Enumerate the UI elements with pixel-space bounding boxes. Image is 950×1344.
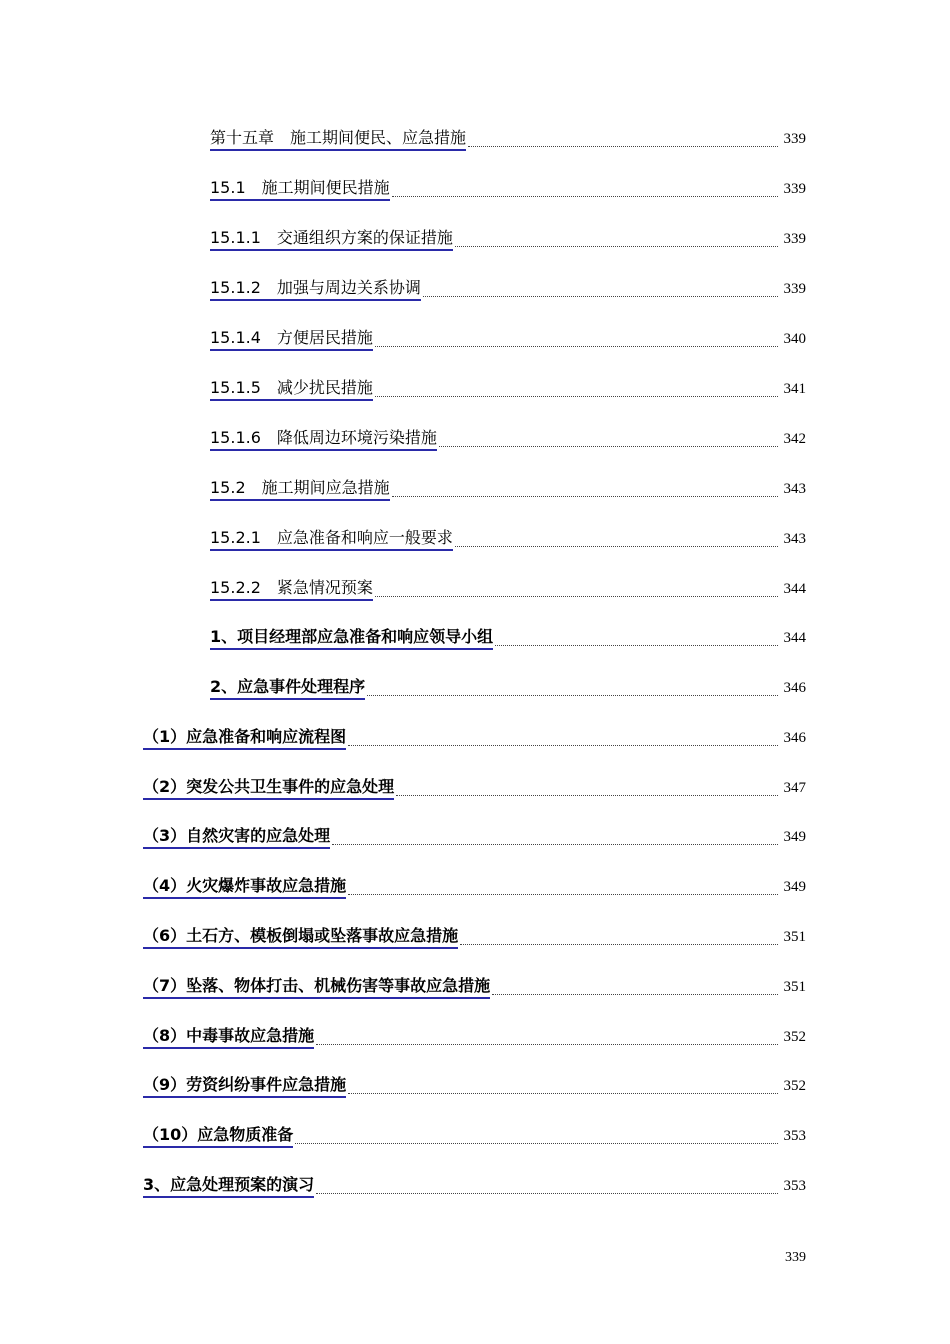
toc-entry-page: 349 — [783, 879, 806, 895]
toc-leader-dots — [392, 495, 778, 497]
toc-leader-dots — [460, 943, 777, 945]
toc-entry[interactable] — [210, 676, 806, 700]
toc-entry-page: 347 — [783, 780, 806, 796]
toc-leader-dots — [468, 145, 777, 147]
page-number: 339 — [785, 1250, 806, 1265]
toc-entry-title[interactable]: （10）应急物质准备 — [143, 1125, 293, 1148]
toc-entry-title[interactable]: （2）突发公共卫生事件的应急处理 — [143, 777, 394, 800]
toc-entry-page: 352 — [783, 1029, 806, 1045]
toc-leader-dots — [455, 545, 778, 547]
toc-entry-title[interactable]: 15.1.4 方便居民措施 — [210, 328, 373, 351]
toc-entry-page: 352 — [783, 1078, 806, 1094]
toc-entry-page: 340 — [783, 331, 806, 347]
toc-leader-dots — [348, 1092, 777, 1094]
toc-entry[interactable] — [143, 726, 806, 750]
toc-entry-page: 346 — [783, 680, 806, 696]
toc-leader-dots — [348, 893, 777, 895]
toc-entry[interactable] — [210, 277, 806, 301]
toc-entry-page: 351 — [783, 979, 806, 995]
toc-entry-title[interactable]: 3、应急处理预案的演习 — [143, 1175, 314, 1198]
toc-entry-title[interactable]: 15.1 施工期间便民措施 — [210, 178, 390, 201]
toc-entry[interactable] — [143, 1174, 806, 1198]
toc-entry[interactable] — [210, 227, 806, 251]
toc-entry[interactable] — [143, 975, 806, 999]
toc-entry-title[interactable]: 15.2 施工期间应急措施 — [210, 478, 390, 501]
toc-entry-page: 343 — [783, 531, 806, 547]
toc-leader-dots — [455, 245, 778, 247]
toc-entry-page: 339 — [783, 231, 806, 247]
toc-entry-title[interactable]: 15.2.1 应急准备和响应一般要求 — [210, 528, 453, 551]
toc-entry[interactable] — [143, 925, 806, 949]
toc-entry-title[interactable]: 2、应急事件处理程序 — [210, 677, 365, 700]
toc-entry-title[interactable]: 第十五章 施工期间便民、应急措施 — [210, 128, 466, 151]
toc-entry-page: 344 — [783, 581, 806, 597]
toc-entry[interactable] — [210, 377, 806, 401]
toc-leader-dots — [439, 445, 778, 447]
toc-entry-page: 343 — [783, 481, 806, 497]
toc-entry[interactable] — [210, 477, 806, 501]
toc-entry-title[interactable]: 15.1.1 交通组织方案的保证措施 — [210, 228, 453, 251]
toc-leader-dots — [375, 395, 778, 397]
toc-entry[interactable] — [143, 875, 806, 899]
toc-entry[interactable] — [210, 327, 806, 351]
toc-entry[interactable] — [210, 626, 806, 650]
toc-entry[interactable] — [143, 825, 806, 849]
toc-entry[interactable] — [210, 177, 806, 201]
toc-entry-title[interactable]: （9）劳资纠纷事件应急措施 — [143, 1075, 346, 1098]
toc-entry-page: 353 — [783, 1178, 806, 1194]
toc-leader-dots — [396, 794, 777, 796]
toc-leader-dots — [316, 1043, 777, 1045]
toc-entry-page: 344 — [783, 630, 806, 646]
toc-entry-title[interactable]: （7）坠落、物体打击、机械伤害等事故应急措施 — [143, 976, 490, 999]
toc-entry[interactable] — [210, 127, 806, 151]
toc-entry-page: 342 — [783, 431, 806, 447]
toc-leader-dots — [316, 1192, 777, 1194]
toc-leader-dots — [367, 694, 777, 696]
toc-leader-dots — [392, 195, 778, 197]
toc-entry-page: 339 — [783, 131, 806, 147]
toc-leader-dots — [348, 744, 777, 746]
toc-entry[interactable] — [143, 776, 806, 800]
toc-leader-dots — [423, 295, 778, 297]
toc-entry[interactable] — [210, 527, 806, 551]
toc-leader-dots — [492, 993, 777, 995]
toc-leader-dots — [332, 843, 777, 845]
toc-entry-title[interactable]: 1、项目经理部应急准备和响应领导小组 — [210, 627, 493, 650]
toc-entry-title[interactable]: （1）应急准备和响应流程图 — [143, 727, 346, 750]
toc-entry-page: 346 — [783, 730, 806, 746]
toc-entry-page: 353 — [783, 1128, 806, 1144]
toc-entry-title[interactable]: （6）土石方、模板倒塌或坠落事故应急措施 — [143, 926, 458, 949]
toc-entry-title[interactable]: 15.2.2 紧急情况预案 — [210, 578, 373, 601]
toc-entry-page: 349 — [783, 829, 806, 845]
toc-entry[interactable] — [210, 577, 806, 601]
toc-entry-title[interactable]: 15.1.6 降低周边环境污染措施 — [210, 428, 437, 451]
toc-entry-title[interactable]: （8）中毒事故应急措施 — [143, 1026, 314, 1049]
toc-entry-page: 351 — [783, 929, 806, 945]
toc-leader-dots — [295, 1142, 777, 1144]
toc-entry-title[interactable]: （3）自然灾害的应急处理 — [143, 826, 330, 849]
toc-leader-dots — [375, 595, 778, 597]
toc-entry[interactable] — [210, 427, 806, 451]
toc-entry-page: 339 — [783, 281, 806, 297]
toc-leader-dots — [375, 345, 778, 347]
toc-entry-title[interactable]: （4）火灾爆炸事故应急措施 — [143, 876, 346, 899]
toc-entry[interactable] — [143, 1074, 806, 1098]
toc-entry-title[interactable]: 15.1.2 加强与周边关系协调 — [210, 278, 421, 301]
toc-entry-page: 341 — [783, 381, 806, 397]
toc-entry[interactable] — [143, 1025, 806, 1049]
toc-entry[interactable] — [143, 1124, 806, 1148]
toc-entry-title[interactable]: 15.1.5 减少扰民措施 — [210, 378, 373, 401]
toc-entry-page: 339 — [783, 181, 806, 197]
toc-leader-dots — [495, 644, 777, 646]
